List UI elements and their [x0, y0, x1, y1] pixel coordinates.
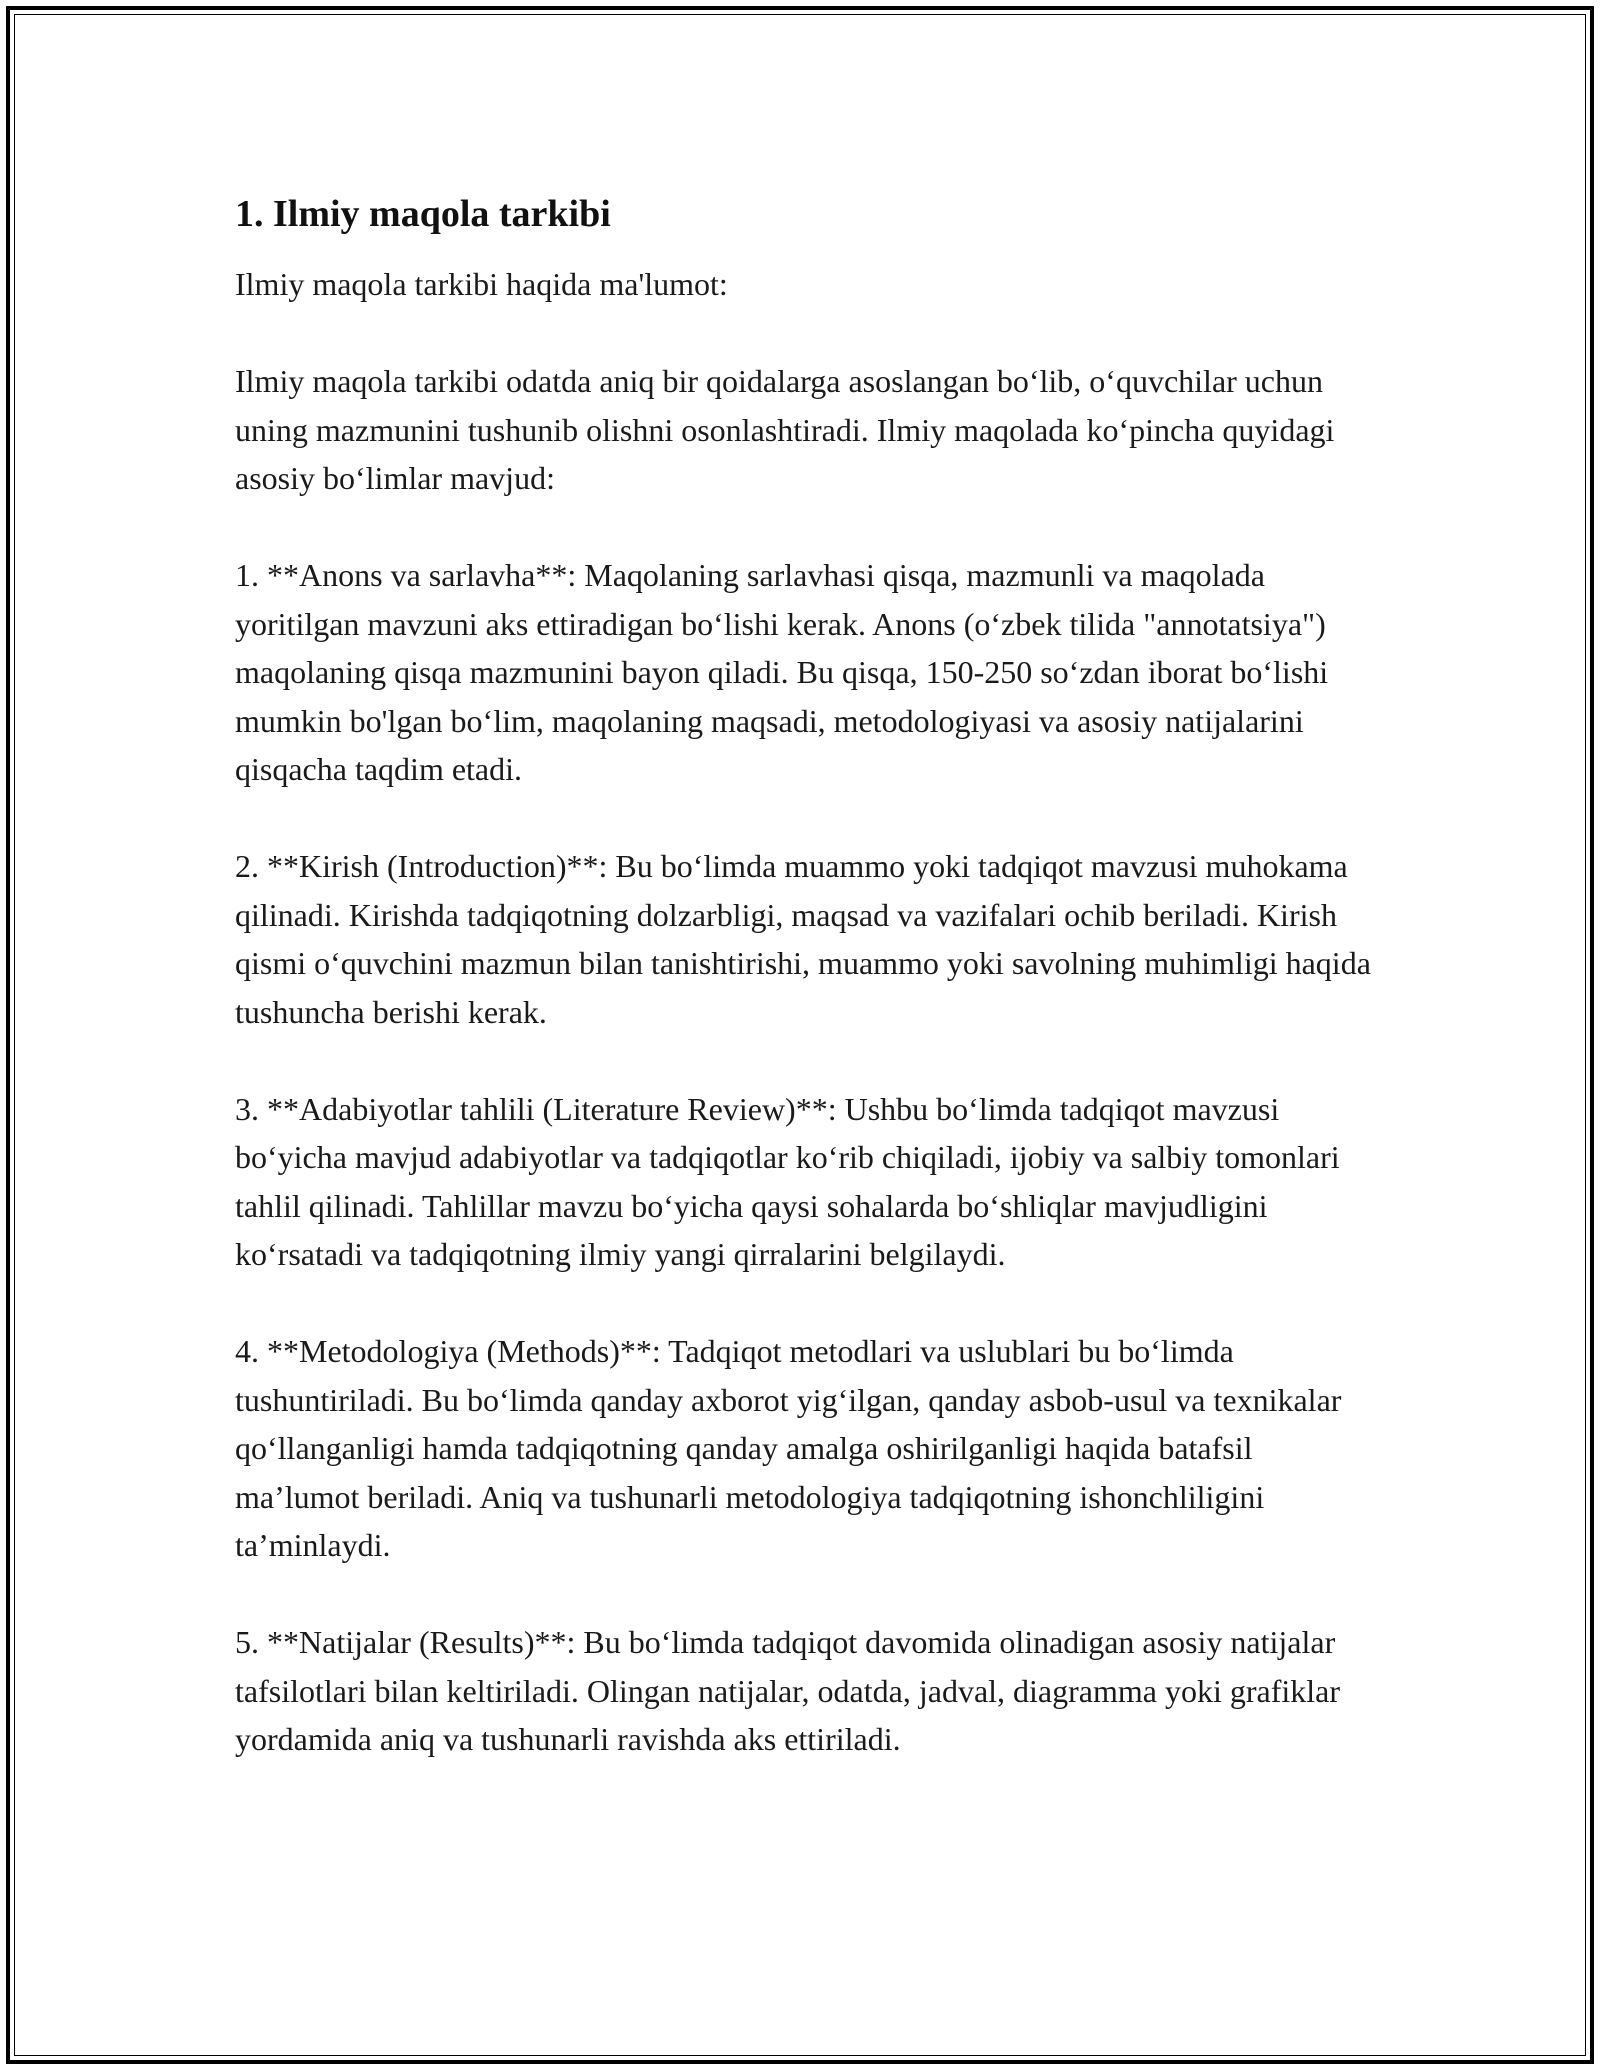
document-body	[235, 188, 1375, 1764]
intro-line: Ilmiy maqola tarkibi haqida ma'lumot:	[235, 266, 728, 302]
list-item-introduction: 2. **Kirish (Introduction)**: Bu bo‘limda muammo yoki tadqiqot mavzusi muhokama qilinadi. Kirishda tadqiqotning dolzarbligi, maqsad va vazifalari ochib beriladi. Kirish qismi o‘quvchini mazmun bilan tanishtirishi, muammo yoki savolning muhimligi haqida tushuncha berishi kerak.	[235, 848, 1371, 1030]
overview-paragraph: Ilmiy maqola tarkibi odatda aniq bir qoidalarga asoslangan bo‘lib, o‘quvchilar uchun uning mazmunini tushunib olishni osonlashtiradi. Ilmiy maqolada ko‘pincha quyidagi asosiy bo‘limlar mavjud:	[235, 363, 1335, 496]
section-heading: 1. Ilmiy maqola tarkibi	[235, 193, 611, 235]
list-item-methods: 4. **Metodologiya (Methods)**: Tadqiqot metodlari va uslublari bu bo‘limda tushuntiriladi. Bu bo‘limda qanday axborot yig‘ilgan, qanday asbob-usul va texnikalar qo‘llanganligi hamda tadqiqotning qanday amalga oshirilganligi haqida batafsil ma’lumot beriladi. Aniq va tushunarli metodologiya tadqiqotning ishonchliligini ta’minlaydi.	[235, 1333, 1342, 1563]
list-item-results: 5. **Natijalar (Results)**: Bu bo‘limda tadqiqot davomida olinadigan asosiy natijalar tafsilotlari bilan keltiriladi. Olingan natijalar, odatda, jadval, diagramma yoki grafiklar yordamida aniq va tushunarli ravishda aks ettiriladi.	[235, 1624, 1341, 1757]
list-item-abstract: 1. **Anons va sarlavha**: Maqolaning sarlavhasi qisqa, mazmunli va maqolada yoritilgan mavzuni aks ettiradigan bo‘lishi kerak. Anons (o‘zbek tilida "annotatsiya") maqolaning qisqa mazmunini bayon qiladi. Bu qisqa, 150-250 so‘zdan iborat bo‘lishi mumkin bo'lgan bo‘lim, maqolaning maqsadi, metodologiyasi va asosiy natijalarini qisqacha taqdim etadi.	[235, 557, 1329, 787]
list-item-literature-review: 3. **Adabiyotlar tahlili (Literature Review)**: Ushbu bo‘limda tadqiqot mavzusi bo‘yicha mavjud adabiyotlar va tadqiqotlar ko‘rib chiqiladi, ijobiy va salbiy tomonlari tahlil qilinadi. Tahlillar mavzu bo‘yicha qaysi sohalarda bo‘shliqlar mavjudligini ko‘rsatadi va tadqiqotning ilmiy yangi qirralarini belgilaydi.	[235, 1090, 1340, 1272]
